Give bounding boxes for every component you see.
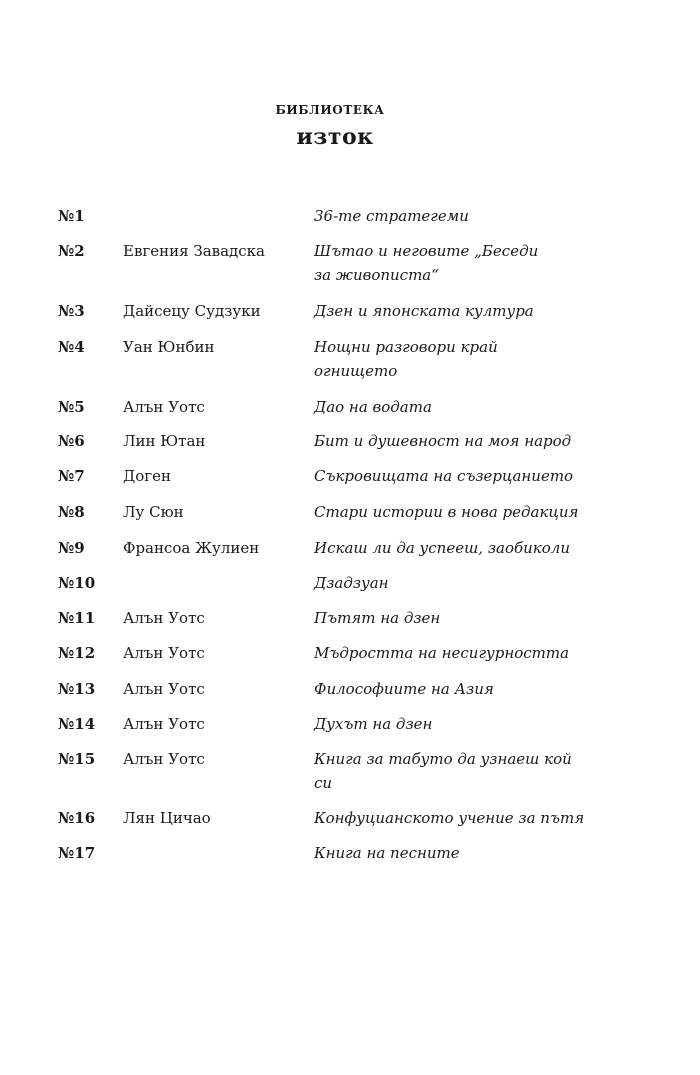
book-author: Лян Цичао	[123, 809, 211, 827]
book-number: №9	[58, 539, 85, 557]
book-title: Пътят на дзен	[314, 609, 441, 627]
book-author: Алън Уотс	[123, 715, 205, 733]
book-number: №1	[58, 207, 85, 225]
book-number: №8	[58, 503, 85, 521]
book-title: Нощни разговори край огнището	[314, 338, 498, 380]
book-title: Бит и душевност на моя народ	[314, 432, 572, 450]
book-number: №5	[58, 398, 85, 416]
book-number: №6	[58, 432, 85, 450]
book-title: Книга за табуто да узнаеш кой си	[314, 750, 572, 792]
book-author: Алън Уотс	[123, 644, 205, 662]
book-number: №13	[58, 680, 96, 698]
book-number: №2	[58, 242, 85, 260]
book-title: Искаш ли да успееш, заобиколи	[314, 539, 570, 557]
book-title: Съкровищата на съзерцанието	[314, 467, 574, 485]
book-number: №17	[58, 844, 96, 862]
book-title: 36-те стратегеми	[314, 207, 469, 225]
book-title: Дзадзуан	[314, 574, 389, 592]
book-author: Уан Юнбин	[123, 338, 215, 356]
book-number: №10	[58, 574, 96, 592]
series-title: изток	[296, 124, 374, 150]
book-author: Алън Уотс	[123, 398, 205, 416]
book-number: №15	[58, 750, 96, 768]
book-title: Книга на песните	[314, 844, 460, 862]
series-label: БИБЛИОТЕКА	[275, 103, 385, 117]
book-number: №7	[58, 467, 85, 485]
book-author: Алън Уотс	[123, 680, 205, 698]
book-title: Стари истории в нова редакция	[314, 503, 579, 521]
book-number: №3	[58, 302, 85, 320]
book-number: №4	[58, 338, 85, 356]
book-title: Дзен и японската култура	[314, 302, 534, 320]
book-number: №16	[58, 809, 96, 827]
book-number: №14	[58, 715, 96, 733]
book-author: Франсоа Жулиен	[123, 539, 260, 557]
book-number: №12	[58, 644, 96, 662]
book-title: Конфуцианското учение за пътя	[314, 809, 585, 827]
book-title: Шътао и неговите „Беседи за живописта“	[314, 242, 539, 284]
book-title: Духът на дзен	[314, 715, 433, 733]
book-title: Мъдростта на несигурността	[314, 644, 570, 662]
book-number: №11	[58, 609, 96, 627]
book-author: Доген	[123, 467, 171, 485]
book-author: Алън Уотс	[123, 609, 205, 627]
book-author: Алън Уотс	[123, 750, 205, 768]
book-title: Философиите на Азия	[314, 680, 494, 698]
book-title: Дао на водата	[314, 398, 432, 416]
book-author: Дайсецу Судзуки	[123, 302, 261, 320]
book-author: Лу Сюн	[123, 503, 184, 521]
book-author: Евгения Завадска	[123, 242, 265, 260]
book-author: Лин Ютан	[123, 432, 206, 450]
